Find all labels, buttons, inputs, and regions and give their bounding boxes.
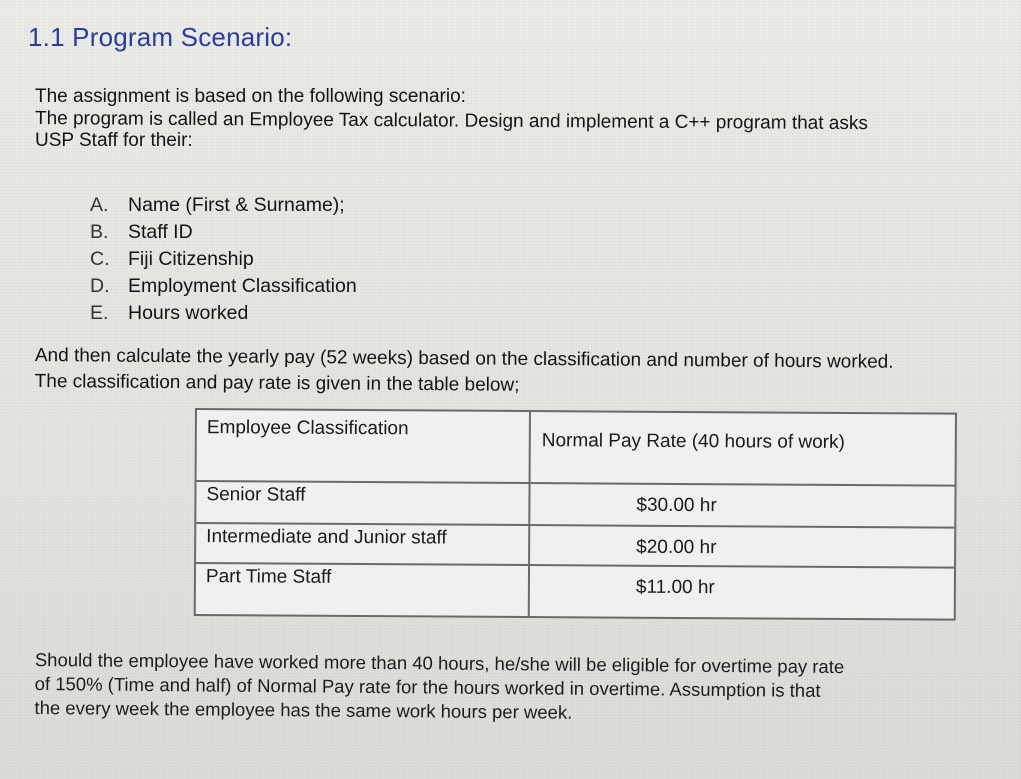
list-marker: C. — [90, 248, 110, 270]
table-cell-classification: Part Time Staff — [205, 566, 332, 588]
list-marker: D. — [90, 275, 110, 297]
intro-line-3: USP Staff for their: — [35, 130, 193, 151]
list-item-text: Fiji Citizenship — [128, 248, 254, 270]
list-item-text: Name (First & Surname); — [128, 194, 345, 216]
intro-line-1: The assignment is based on the following scenario: — [35, 86, 466, 107]
list-item — [90, 219, 357, 246]
calc-line-1: And then calculate the yearly pay (52 weeks) based on the classification and number of hours worked. — [34, 344, 894, 373]
list-item — [90, 246, 357, 273]
table-cell-rate: $30.00 hr — [636, 494, 717, 517]
list-item-text: Employment Classification — [128, 275, 357, 297]
list-item — [90, 300, 357, 327]
list-marker: E. — [90, 302, 109, 324]
list-item — [90, 273, 357, 300]
table-header-classification: Employee Classification — [206, 417, 409, 440]
list-item-text: Hours worked — [128, 302, 249, 324]
overtime-line-1: Should the employee have worked more than 40 hours, he/she will be eligible for overtime pay rate — [34, 648, 845, 678]
overtime-line-3: the every week the employee has the same work hours per week. — [34, 696, 573, 723]
calc-line-2: The classification and pay rate is given in the table below; — [34, 370, 520, 396]
input-field-list — [90, 192, 357, 327]
list-item — [90, 192, 357, 219]
section-heading: 1.1 Program Scenario: — [28, 22, 293, 52]
table-row-divider — [197, 480, 955, 487]
table-cell-classification: Senior Staff — [206, 484, 306, 506]
table-cell-classification: Intermediate and Junior staff — [206, 526, 447, 549]
overtime-line-2: of 150% (Time and half) of Normal Pay rate for the hours worked in overtime. Assumption is that — [34, 672, 821, 701]
list-marker: A. — [90, 194, 109, 216]
table-cell-rate: $20.00 hr — [636, 536, 717, 559]
table-column-divider — [528, 412, 531, 616]
calculation-paragraph — [35, 343, 894, 402]
list-marker: B. — [90, 221, 109, 243]
intro-paragraph — [35, 86, 868, 152]
table-cell-rate: $11.00 hr — [635, 576, 715, 599]
table-header-pay-rate: Normal Pay Rate (40 hours of work) — [541, 430, 845, 453]
pay-rate-table — [194, 408, 957, 621]
overtime-paragraph — [34, 648, 844, 727]
intro-line-2: The program is called an Employee Tax calculator. Design and implement a C++ program that asks — [34, 108, 868, 135]
list-item-text: Staff ID — [128, 221, 193, 243]
